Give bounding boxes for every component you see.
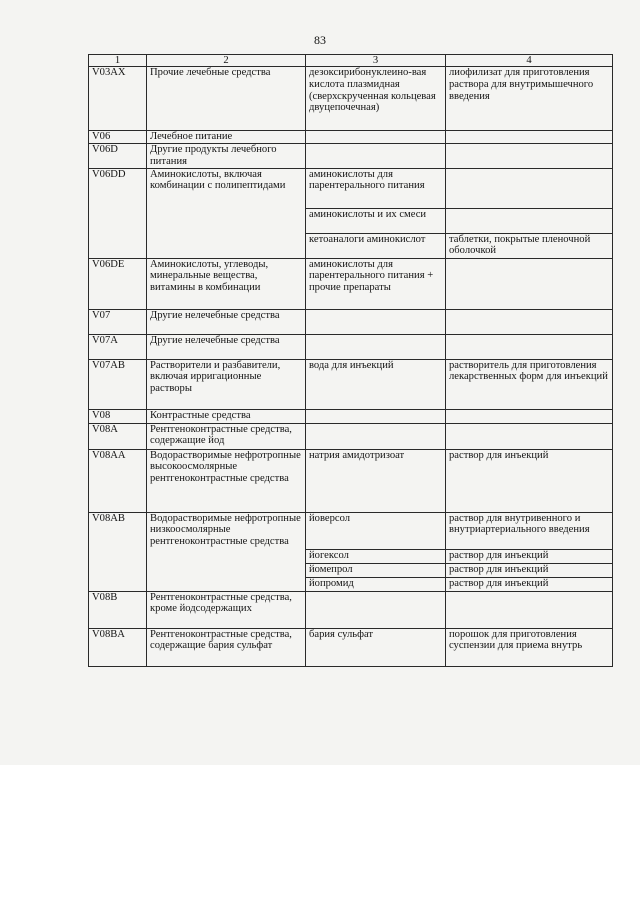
table-row xyxy=(89,512,613,549)
atc-code: V08AA xyxy=(89,449,147,512)
drug-name: натрия амидотризоат xyxy=(306,449,446,512)
group-name: Рентгеноконтрастные средства, содержащие бария сульфат xyxy=(147,628,306,666)
drug-name xyxy=(306,131,446,144)
table-row xyxy=(89,449,613,512)
dosage-form: лиофилизат для приготовления раствора для внутримышечного введения xyxy=(446,67,613,131)
drug-name: йопромид xyxy=(306,577,446,591)
dosage-form: растворитель для приготовления лекарственных форм для инъекций xyxy=(446,359,613,409)
group-name: Аминокислоты, углеводы, минеральные вещества, витамины в комбинации xyxy=(147,258,306,309)
table-row xyxy=(89,409,613,423)
group-name: Другие нелечебные средства xyxy=(147,309,306,334)
atc-code: V03AX xyxy=(89,67,147,131)
drug-name: йогексол xyxy=(306,549,446,563)
table-row xyxy=(89,168,613,208)
table-row xyxy=(89,591,613,628)
drug-name: вода для инъекций xyxy=(306,359,446,409)
atc-code: V08AB xyxy=(89,512,147,591)
group-name: Растворители и разбавители, включая ирригационные растворы xyxy=(147,359,306,409)
group-name: Контрастные средства xyxy=(147,409,306,423)
column-header-2: 2 xyxy=(147,55,306,67)
column-header-1: 1 xyxy=(89,55,147,67)
dosage-form: раствор для инъекций xyxy=(446,563,613,577)
dosage-form: порошок для приготовления суспензии для приема внутрь xyxy=(446,628,613,666)
group-name: Другие нелечебные средства xyxy=(147,334,306,359)
table-row xyxy=(89,309,613,334)
drug-name xyxy=(306,423,446,449)
page-number: 83 xyxy=(314,33,326,47)
group-name: Аминокислоты, включая комбинации с полипептидами xyxy=(147,168,306,258)
table-row xyxy=(89,131,613,144)
atc-code: V08BA xyxy=(89,628,147,666)
drug-name: кетоаналоги аминокислот xyxy=(306,233,446,258)
drug-name: аминокислоты для парентерального питания xyxy=(306,168,446,208)
drug-name: йомепрол xyxy=(306,563,446,577)
group-name: Водорастворимые нефротропные высокоосмолярные рентгеноконтрастные средства xyxy=(147,449,306,512)
table-row xyxy=(89,359,613,409)
dosage-form: раствор для инъекций xyxy=(446,577,613,591)
column-header-4: 4 xyxy=(446,55,613,67)
drug-name: аминокислоты для парентерального питания + прочие препараты xyxy=(306,258,446,309)
dosage-form xyxy=(446,168,613,208)
table-row xyxy=(89,258,613,309)
atc-code: V06 xyxy=(89,131,147,144)
dosage-form xyxy=(446,131,613,144)
atc-code: V06D xyxy=(89,144,147,169)
dosage-form xyxy=(446,423,613,449)
dosage-form xyxy=(446,258,613,309)
drug-table xyxy=(88,54,613,667)
dosage-form xyxy=(446,208,613,233)
drug-name: бария сульфат xyxy=(306,628,446,666)
group-name: Другие продукты лечебного питания xyxy=(147,144,306,169)
atc-code: V08 xyxy=(89,409,147,423)
dosage-form xyxy=(446,309,613,334)
table-row xyxy=(89,67,613,131)
drug-name: дезоксирибонуклеино-вая кислота плазмидная (сверхскрученная кольцевая двуцепочечная) xyxy=(306,67,446,131)
group-name: Прочие лечебные средства xyxy=(147,67,306,131)
drug-name xyxy=(306,409,446,423)
atc-code: V08A xyxy=(89,423,147,449)
dosage-form: раствор для инъекций xyxy=(446,449,613,512)
table-row xyxy=(89,334,613,359)
table-row xyxy=(89,423,613,449)
drug-name xyxy=(306,591,446,628)
atc-code: V07AB xyxy=(89,359,147,409)
table-row xyxy=(89,144,613,169)
column-header-3: 3 xyxy=(306,55,446,67)
drug-name xyxy=(306,144,446,169)
group-name: Рентгеноконтрастные средства, кроме йодсодержащих xyxy=(147,591,306,628)
atc-code: V08B xyxy=(89,591,147,628)
dosage-form xyxy=(446,144,613,169)
dosage-form: раствор для инъекций xyxy=(446,549,613,563)
dosage-form xyxy=(446,409,613,423)
group-name: Водорастворимые нефротропные низкоосмолярные рентгеноконтрастные средства xyxy=(147,512,306,591)
table-header-row xyxy=(89,55,613,67)
atc-code: V06DD xyxy=(89,168,147,258)
drug-name: аминокислоты и их смеси xyxy=(306,208,446,233)
drug-name xyxy=(306,334,446,359)
atc-code: V06DE xyxy=(89,258,147,309)
dosage-form xyxy=(446,334,613,359)
dosage-form: раствор для внутривенного и внутриартериального введения xyxy=(446,512,613,549)
drug-name xyxy=(306,309,446,334)
group-name: Лечебное питание xyxy=(147,131,306,144)
atc-code: V07 xyxy=(89,309,147,334)
table-row xyxy=(89,628,613,666)
dosage-form xyxy=(446,591,613,628)
atc-code: V07A xyxy=(89,334,147,359)
dosage-form: таблетки, покрытые пленочной оболочкой xyxy=(446,233,613,258)
group-name: Рентгеноконтрастные средства, содержащие йод xyxy=(147,423,306,449)
drug-name: йоверсол xyxy=(306,512,446,549)
